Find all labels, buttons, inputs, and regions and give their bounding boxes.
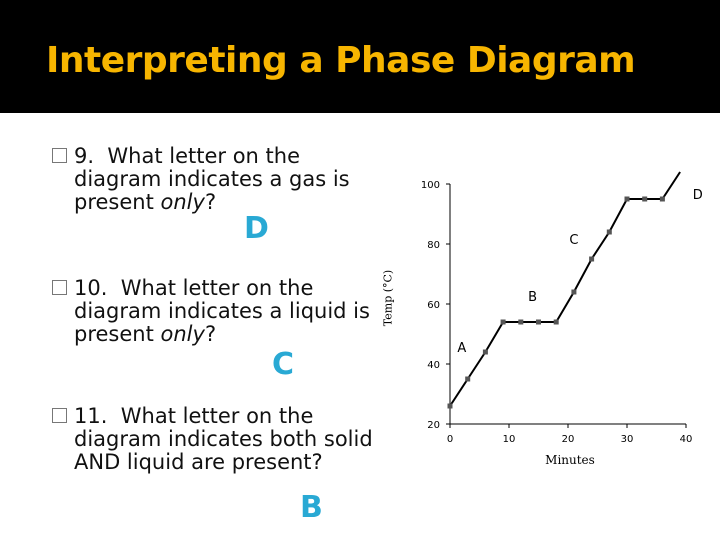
question-11-number: 11.: [74, 404, 108, 428]
question-10-text-start: What letter on the: [120, 276, 314, 300]
annotation-d: D: [692, 188, 703, 203]
x-tick-label: 0: [446, 434, 454, 445]
data-point: [465, 377, 470, 382]
question-11-text: diagram indicates both solid AND liquid are present?: [74, 427, 373, 474]
question-10: [52, 277, 382, 346]
question-10-first-line: [52, 277, 382, 300]
question-10-text-end: ?: [204, 322, 217, 346]
answer-10: C: [272, 347, 295, 382]
y-tick-label: 100: [420, 180, 440, 191]
bullet-icon: [52, 280, 67, 295]
question-11-text-start: What letter on the: [120, 404, 314, 428]
data-point: [448, 404, 453, 409]
y-tick-label: 80: [427, 240, 440, 251]
question-9-number: 9.: [74, 144, 95, 168]
x-tick-label: 30: [620, 434, 634, 445]
x-tick-label: 20: [561, 434, 575, 445]
y-tick-label: 60: [427, 300, 440, 311]
answer-9: D: [244, 211, 269, 246]
data-point: [607, 230, 612, 235]
bullet-icon: [52, 148, 67, 163]
data-point: [536, 320, 541, 325]
annotation-b: B: [528, 290, 538, 305]
x-tick-label: 10: [502, 434, 516, 445]
y-tick-label: 20: [427, 420, 440, 431]
phase-chart: [398, 168, 712, 478]
data-point: [589, 257, 594, 262]
x-axis-label: Minutes: [545, 453, 595, 467]
data-point: [625, 197, 630, 202]
annotation-a: A: [457, 341, 467, 356]
question-9-first-line: [52, 145, 382, 168]
question-11-first-line: [52, 405, 382, 428]
question-10-emphasis: only: [160, 322, 205, 346]
question-9-emphasis: only: [160, 190, 205, 214]
data-point: [518, 320, 523, 325]
slide-title: Interpreting a Phase Diagram: [46, 40, 636, 81]
question-9-continuation: [52, 168, 382, 214]
bullet-icon: [52, 408, 67, 423]
question-11: [52, 405, 382, 474]
question-9: [52, 145, 382, 214]
data-point: [501, 320, 506, 325]
answer-11: B: [300, 490, 323, 525]
data-point: [660, 197, 665, 202]
data-point: [642, 197, 647, 202]
question-9-text-start: What letter on the: [107, 144, 301, 168]
data-point: [483, 350, 488, 355]
data-point: [571, 290, 576, 295]
title-bar: [0, 0, 720, 113]
question-11-continuation: [52, 428, 382, 474]
data-point: [554, 320, 559, 325]
question-9-text: diagram indicates a gas is present: [74, 167, 350, 214]
y-tick-label: 40: [427, 360, 440, 371]
series-line: [450, 172, 680, 406]
x-tick-label: 40: [679, 434, 693, 445]
question-9-text-end: ?: [204, 190, 217, 214]
question-10-continuation: [52, 300, 382, 346]
question-10-text: diagram indicates a liquid is present: [74, 299, 370, 346]
question-10-number: 10.: [74, 276, 108, 300]
annotation-c: C: [569, 233, 579, 248]
y-axis-label: Temp (°C): [381, 269, 395, 327]
